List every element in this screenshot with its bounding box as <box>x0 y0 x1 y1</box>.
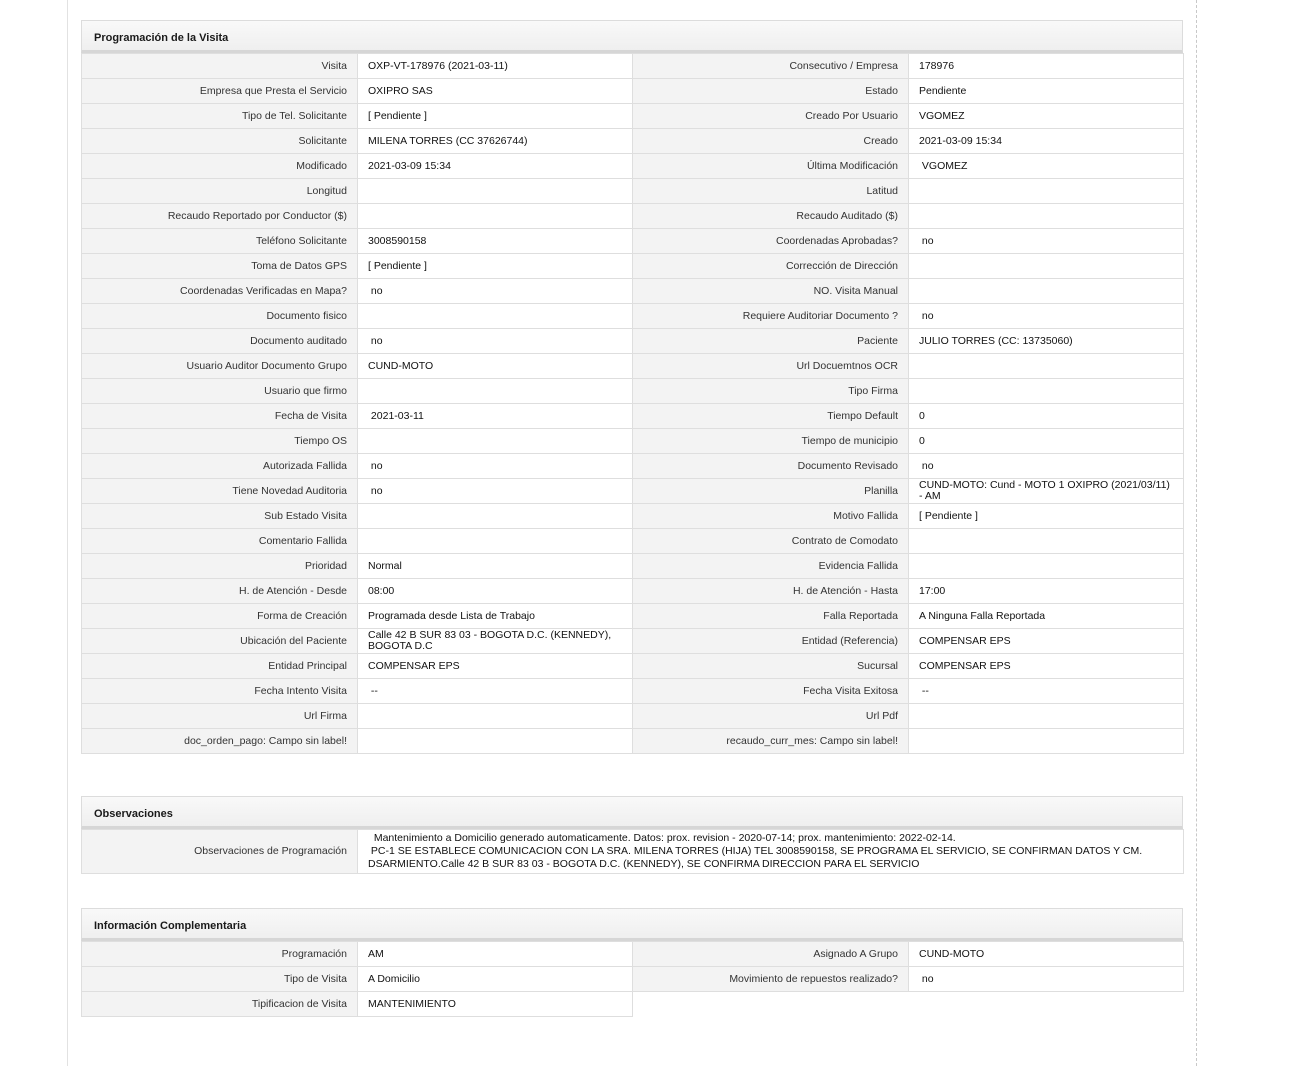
field-label: H. de Atención - Hasta <box>633 579 909 604</box>
empty-cell <box>909 992 1184 1017</box>
field-value <box>909 704 1184 729</box>
field-value: Pendiente <box>909 79 1184 104</box>
field-row <box>82 79 1184 104</box>
field-row <box>82 554 1184 579</box>
field-label: Tipificacion de Visita <box>82 992 358 1017</box>
field-row <box>82 179 1184 204</box>
field-value: COMPENSAR EPS <box>909 654 1184 679</box>
field-row <box>82 604 1184 629</box>
field-value <box>358 529 633 554</box>
field-value: Normal <box>358 554 633 579</box>
field-row <box>82 229 1184 254</box>
field-row <box>82 204 1184 229</box>
field-value: -- <box>909 679 1184 704</box>
field-label: Toma de Datos GPS <box>82 254 358 279</box>
complementaria-title: Información Complementaria <box>81 908 1183 941</box>
field-value: COMPENSAR EPS <box>909 629 1184 654</box>
field-label: Teléfono Solicitante <box>82 229 358 254</box>
field-value: 08:00 <box>358 579 633 604</box>
observaciones-line: PC-1 SE ESTABLECE COMUNICACION CON LA SRA. MILENA TORRES (HIJA) TEL 3008590158, SE PROGRAMA EL SERVICIO, SE CONFIRMAN DATOS Y CM. <box>368 845 1143 857</box>
field-label: Movimiento de repuestos realizado? <box>633 967 909 992</box>
field-label: Tiempo OS <box>82 429 358 454</box>
observaciones-title: Observaciones <box>81 796 1183 829</box>
field-row <box>82 254 1184 279</box>
field-row <box>82 129 1184 154</box>
field-row <box>82 992 1184 1017</box>
field-label: Creado Por Usuario <box>633 104 909 129</box>
field-value <box>909 254 1184 279</box>
programacion-title: Programación de la Visita <box>81 20 1183 53</box>
field-label: NO. Visita Manual <box>633 279 909 304</box>
field-row <box>82 429 1184 454</box>
field-row <box>82 379 1184 404</box>
field-row <box>82 104 1184 129</box>
field-value <box>358 429 633 454</box>
field-row <box>82 942 1184 967</box>
field-value: 3008590158 <box>358 229 633 254</box>
field-value: 178976 <box>909 54 1184 79</box>
field-row <box>82 454 1184 479</box>
field-label: Comentario Fallida <box>82 529 358 554</box>
field-row <box>82 279 1184 304</box>
field-label: Paciente <box>633 329 909 354</box>
field-value <box>909 554 1184 579</box>
field-label: Creado <box>633 129 909 154</box>
field-label: Programación <box>82 942 358 967</box>
field-value: no <box>909 229 1184 254</box>
field-value <box>909 179 1184 204</box>
field-row <box>82 54 1184 79</box>
field-value: [ Pendiente ] <box>358 254 633 279</box>
field-label: Tipo Firma <box>633 379 909 404</box>
field-label: Documento Revisado <box>633 454 909 479</box>
field-row <box>82 654 1184 679</box>
field-value: CUND-MOTO <box>909 942 1184 967</box>
field-label: Evidencia Fallida <box>633 554 909 579</box>
field-row <box>82 329 1184 354</box>
observaciones-line: DSARMIENTO.Calle 42 B SUR 83 03 - BOGOTA D.C. (KENNEDY), SE CONFIRMA DIRECCION PARA EL SERVICIO <box>368 858 920 870</box>
field-label: Longitud <box>82 179 358 204</box>
field-label: Usuario que firmo <box>82 379 358 404</box>
field-row <box>82 729 1184 754</box>
field-label: Empresa que Presta el Servicio <box>82 79 358 104</box>
field-label: doc_orden_pago: Campo sin label! <box>82 729 358 754</box>
field-value: 2021-03-09 15:34 <box>909 129 1184 154</box>
field-value: no <box>358 479 633 504</box>
field-label: Fecha Intento Visita <box>82 679 358 704</box>
field-value <box>358 204 633 229</box>
field-value: 2021-03-09 15:34 <box>358 154 633 179</box>
field-label: Coordenadas Aprobadas? <box>633 229 909 254</box>
observaciones-value <box>358 830 1184 874</box>
field-label: Sub Estado Visita <box>82 504 358 529</box>
field-value: A Ninguna Falla Reportada <box>909 604 1184 629</box>
field-value: AM <box>358 942 633 967</box>
field-label: Visita <box>82 54 358 79</box>
field-label: Fecha de Visita <box>82 404 358 429</box>
field-value: A Domicilio <box>358 967 633 992</box>
field-row <box>82 504 1184 529</box>
field-value: [ Pendiente ] <box>909 504 1184 529</box>
field-label: Contrato de Comodato <box>633 529 909 554</box>
field-value: 0 <box>909 404 1184 429</box>
field-value <box>358 504 633 529</box>
observaciones-table <box>81 829 1184 874</box>
field-label: Tiene Novedad Auditoria <box>82 479 358 504</box>
field-value: COMPENSAR EPS <box>358 654 633 679</box>
field-label: Requiere Auditoriar Documento ? <box>633 304 909 329</box>
programacion-section <box>81 20 1183 754</box>
field-value: VGOMEZ <box>909 104 1184 129</box>
field-label: Ubicación del Paciente <box>82 629 358 654</box>
field-value <box>358 729 633 754</box>
field-value <box>909 729 1184 754</box>
field-value: Programada desde Lista de Trabajo <box>358 604 633 629</box>
programacion-table <box>81 53 1184 754</box>
field-value <box>909 204 1184 229</box>
field-label: Solicitante <box>82 129 358 154</box>
field-value: VGOMEZ <box>909 154 1184 179</box>
field-value: no <box>909 967 1184 992</box>
observaciones-section <box>81 796 1183 874</box>
field-value: OXIPRO SAS <box>358 79 633 104</box>
field-value: [ Pendiente ] <box>358 104 633 129</box>
field-value <box>358 704 633 729</box>
field-label: Tiempo Default <box>633 404 909 429</box>
field-label: recaudo_curr_mes: Campo sin label! <box>633 729 909 754</box>
field-value: OXP-VT-178976 (2021-03-11) <box>358 54 633 79</box>
field-row <box>82 354 1184 379</box>
field-row <box>82 704 1184 729</box>
field-value: -- <box>358 679 633 704</box>
field-label: Modificado <box>82 154 358 179</box>
field-value: 0 <box>909 429 1184 454</box>
field-label: Documento auditado <box>82 329 358 354</box>
field-value: no <box>909 304 1184 329</box>
complementaria-table <box>81 941 1184 1017</box>
field-label: Planilla <box>633 479 909 504</box>
field-value <box>909 379 1184 404</box>
field-label: Prioridad <box>82 554 358 579</box>
field-label: Recaudo Reportado por Conductor ($) <box>82 204 358 229</box>
left-divider <box>67 0 68 1066</box>
field-label: Sucursal <box>633 654 909 679</box>
field-label: Asignado A Grupo <box>633 942 909 967</box>
field-value: no <box>358 279 633 304</box>
field-value <box>909 529 1184 554</box>
field-label: Entidad Principal <box>82 654 358 679</box>
field-label: Forma de Creación <box>82 604 358 629</box>
field-row <box>82 404 1184 429</box>
field-value: no <box>909 454 1184 479</box>
field-label: Última Modificación <box>633 154 909 179</box>
field-value <box>909 354 1184 379</box>
field-value: 2021-03-11 <box>358 404 633 429</box>
field-value <box>358 304 633 329</box>
field-value: no <box>358 454 633 479</box>
field-label: Entidad (Referencia) <box>633 629 909 654</box>
field-label: Consecutivo / Empresa <box>633 54 909 79</box>
field-label: Corrección de Dirección <box>633 254 909 279</box>
field-row <box>82 154 1184 179</box>
right-dashed-divider <box>1196 0 1197 1066</box>
field-value <box>358 379 633 404</box>
complementaria-section <box>81 908 1183 1017</box>
observaciones-row <box>82 830 1184 874</box>
field-value <box>358 179 633 204</box>
field-label: Url Docuemtnos OCR <box>633 354 909 379</box>
field-value: MILENA TORRES (CC 37626744) <box>358 129 633 154</box>
field-label: Tipo de Tel. Solicitante <box>82 104 358 129</box>
field-value: JULIO TORRES (CC: 13735060) <box>909 329 1184 354</box>
field-row <box>82 967 1184 992</box>
field-label: Usuario Auditor Documento Grupo <box>82 354 358 379</box>
field-label: Fecha Visita Exitosa <box>633 679 909 704</box>
field-row <box>82 304 1184 329</box>
field-label: Autorizada Fallida <box>82 454 358 479</box>
field-label: Latitud <box>633 179 909 204</box>
field-label: Estado <box>633 79 909 104</box>
field-label: Url Firma <box>82 704 358 729</box>
field-value: no <box>358 329 633 354</box>
field-value: CUND-MOTO <box>358 354 633 379</box>
field-value: Calle 42 B SUR 83 03 - BOGOTA D.C. (KENNEDY), BOGOTA D.C <box>358 629 633 654</box>
field-row <box>82 679 1184 704</box>
field-label: Tipo de Visita <box>82 967 358 992</box>
field-row <box>82 529 1184 554</box>
field-value: 17:00 <box>909 579 1184 604</box>
field-label: Documento fisico <box>82 304 358 329</box>
field-label: Recaudo Auditado ($) <box>633 204 909 229</box>
empty-cell <box>633 992 909 1017</box>
field-value: MANTENIMIENTO <box>358 992 633 1017</box>
field-value: CUND-MOTO: Cund - MOTO 1 OXIPRO (2021/03/11) - AM <box>909 479 1184 504</box>
field-label: Falla Reportada <box>633 604 909 629</box>
field-label: Tiempo de municipio <box>633 429 909 454</box>
field-label: Coordenadas Verificadas en Mapa? <box>82 279 358 304</box>
field-row <box>82 479 1184 504</box>
field-value <box>909 279 1184 304</box>
field-label: Url Pdf <box>633 704 909 729</box>
field-row <box>82 629 1184 654</box>
field-row <box>82 579 1184 604</box>
observaciones-line: Mantenimiento a Domicilio generado automaticamente. Datos: prox. revision - 2020-07-14; prox. mantenimiento: 2022-02-14. <box>368 832 956 844</box>
field-label: Motivo Fallida <box>633 504 909 529</box>
observaciones-label: Observaciones de Programación <box>82 830 358 874</box>
field-label: H. de Atención - Desde <box>82 579 358 604</box>
